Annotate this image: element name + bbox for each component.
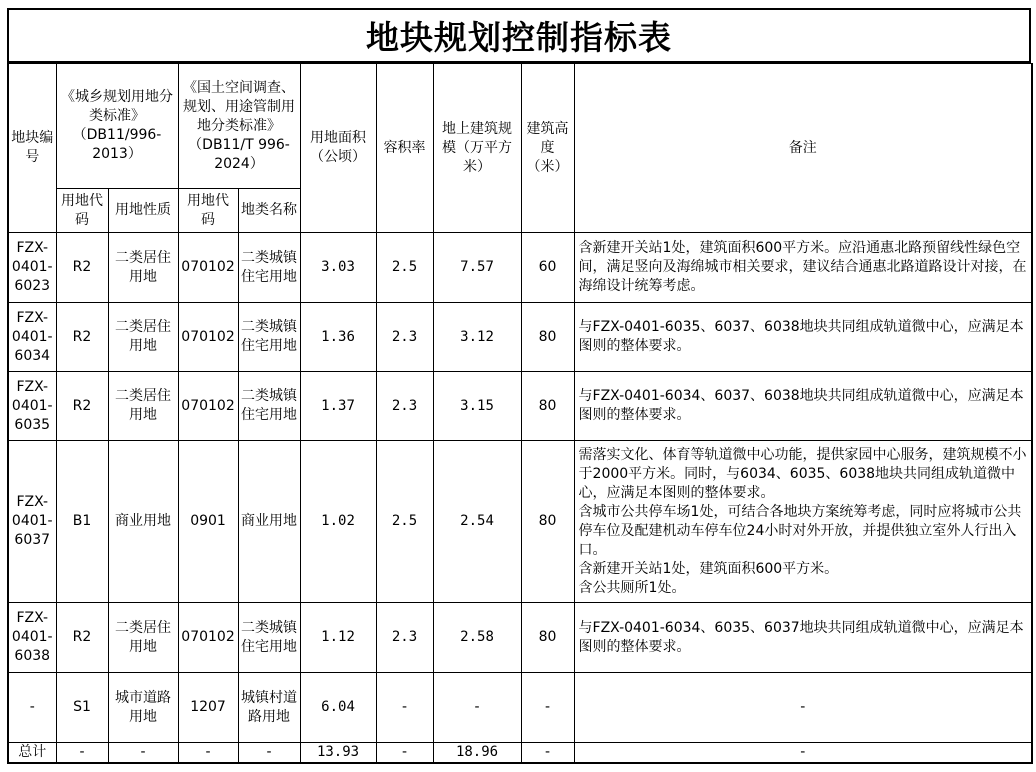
note-line: 含城市公共停车场1处，可结合各地块方案统筹考虑，同时应将城市公共停车位及配建机动车停车位24小时对外开放，并提供独立室外人行出入口。 (578, 503, 1022, 558)
far-cell: 2.5 (376, 441, 433, 603)
page-title: 地块规划控制指标表 (7, 8, 1031, 63)
note-line: 需落实文化、体育等轨道微中心功能，提供家园中心服务，建筑规模不小于2000平方米。同时，与6034、6035、6038地块共同组成轨道微中心，应满足本图则的整体要求。 (578, 446, 1027, 501)
notes-cell (574, 372, 1032, 441)
land-class-name-cell: 二类城镇住宅用地 (238, 233, 300, 303)
gfa-cell: 2.58 (433, 603, 521, 673)
note-line: 与FZX-0401-6035、6037、6038地块共同组成轨道微中心，应满足本图则的整体要求。 (578, 319, 1024, 354)
land-class-name-cell: 二类城镇住宅用地 (238, 372, 300, 441)
header-land-nature: 用地性质 (108, 189, 178, 233)
notes-cell (574, 603, 1032, 673)
land-area-cell: 1.37 (300, 372, 376, 441)
total-far: - (376, 743, 433, 763)
notes-cell (574, 303, 1032, 372)
land-area-cell: 1.02 (300, 441, 376, 603)
table-row (8, 233, 1032, 303)
far-cell: 2.5 (376, 233, 433, 303)
land-code-2-cell: 070102 (178, 303, 238, 372)
land-code-cell: R2 (56, 233, 108, 303)
table-row (8, 303, 1032, 372)
notes-cell (574, 233, 1032, 303)
land-nature-cell: 二类居住用地 (108, 303, 178, 372)
land-class-name-cell: 商业用地 (238, 441, 300, 603)
note-line: 与FZX-0401-6034、6035、6037地块共同组成轨道微中心，应满足本图则的整体要求。 (578, 619, 1024, 655)
table-row (8, 673, 1032, 743)
parcel-id-cell: FZX-0401-6037 (8, 441, 56, 603)
note-line: 含公共厕所1处。 (578, 579, 686, 596)
parcel-id-cell: FZX-0401-6035 (8, 372, 56, 441)
land-nature-cell: 二类居住用地 (108, 233, 178, 303)
land-code-2-cell: 1207 (178, 673, 238, 743)
table-row (8, 372, 1032, 441)
height-cell: 80 (521, 441, 574, 603)
land-code-cell: S1 (56, 673, 108, 743)
control-index-sheet (7, 8, 1031, 769)
land-code-2-cell: 0901 (178, 441, 238, 603)
land-nature-cell: 二类居住用地 (108, 372, 178, 441)
header-far: 容积率 (376, 64, 433, 233)
table-row (8, 603, 1032, 673)
parcel-id-cell: FZX-0401-6023 (8, 233, 56, 303)
note-line: 含新建开关站1处，建筑面积600平方米。应沿通惠北路预留线性绿色空间，满足竖向及海绵城市相关要求，建议结合通惠北路道路设计对接，在海绵设计统筹考虑。 (578, 240, 1027, 294)
header-land-class-name: 地类名称 (238, 189, 300, 233)
header-row-1 (8, 64, 1032, 189)
table-row (8, 441, 1032, 603)
total-land-class-name: - (238, 743, 300, 763)
header-land-code: 用地代码 (56, 189, 108, 233)
header-land-code-2: 用地代码 (178, 189, 238, 233)
land-nature-cell: 城市道路用地 (108, 673, 178, 743)
total-land-nature: - (108, 743, 178, 763)
total-land-code: - (56, 743, 108, 763)
header-notes: 备注 (574, 64, 1032, 233)
land-area-cell: 1.12 (300, 603, 376, 673)
header-std-urban-rural: 《城乡规划用地分类标准》（DB11/996-2013） (56, 64, 178, 189)
total-row (8, 743, 1032, 763)
header-parcel-id: 地块编号 (8, 64, 56, 233)
height-cell: 80 (521, 303, 574, 372)
note-line: 含新建开关站1处，建筑面积600平方米。 (578, 560, 839, 577)
far-cell: 2.3 (376, 303, 433, 372)
gfa-cell: 3.12 (433, 303, 521, 372)
far-cell: - (376, 673, 433, 743)
parcel-id-cell: FZX-0401-6034 (8, 303, 56, 372)
land-nature-cell: 商业用地 (108, 441, 178, 603)
land-area-cell: 1.36 (300, 303, 376, 372)
land-nature-cell: 二类居住用地 (108, 603, 178, 673)
notes-cell (574, 441, 1032, 603)
gfa-cell: - (433, 673, 521, 743)
land-code-2-cell: 070102 (178, 603, 238, 673)
height-cell: 60 (521, 233, 574, 303)
header-gfa: 地上建筑规模（万平方米） (433, 64, 521, 233)
note-line: 与FZX-0401-6034、6037、6038地块共同组成轨道微中心，应满足本图则的整体要求。 (578, 388, 1024, 423)
land-class-name-cell: 城镇村道路用地 (238, 673, 300, 743)
gfa-cell: 7.57 (433, 233, 521, 303)
height-cell: 80 (521, 603, 574, 673)
height-cell: - (521, 673, 574, 743)
total-land-code-2: - (178, 743, 238, 763)
control-index-table (7, 63, 1033, 764)
total-land-area: 13.93 (300, 743, 376, 763)
far-cell: 2.3 (376, 372, 433, 441)
total-gfa: 18.96 (433, 743, 521, 763)
header-std-land-space: 《国土空间调查、规划、用途管制用地分类标准》（DB11/T 996-2024） (178, 64, 300, 189)
notes-cell: - (574, 673, 1032, 743)
parcel-id-cell: - (8, 673, 56, 743)
land-code-2-cell: 070102 (178, 233, 238, 303)
total-notes: - (574, 743, 1032, 763)
land-code-2-cell: 070102 (178, 372, 238, 441)
land-class-name-cell: 二类城镇住宅用地 (238, 303, 300, 372)
land-code-cell: R2 (56, 303, 108, 372)
land-code-cell: R2 (56, 603, 108, 673)
total-height: - (521, 743, 574, 763)
land-class-name-cell: 二类城镇住宅用地 (238, 603, 300, 673)
gfa-cell: 2.54 (433, 441, 521, 603)
height-cell: 80 (521, 372, 574, 441)
header-height: 建筑高度（米） (521, 64, 574, 233)
land-code-cell: R2 (56, 372, 108, 441)
total-label: 总计 (8, 743, 56, 763)
parcel-id-cell: FZX-0401-6038 (8, 603, 56, 673)
far-cell: 2.3 (376, 603, 433, 673)
header-land-area: 用地面积（公顷） (300, 64, 376, 233)
land-code-cell: B1 (56, 441, 108, 603)
land-area-cell: 6.04 (300, 673, 376, 743)
gfa-cell: 3.15 (433, 372, 521, 441)
land-area-cell: 3.03 (300, 233, 376, 303)
